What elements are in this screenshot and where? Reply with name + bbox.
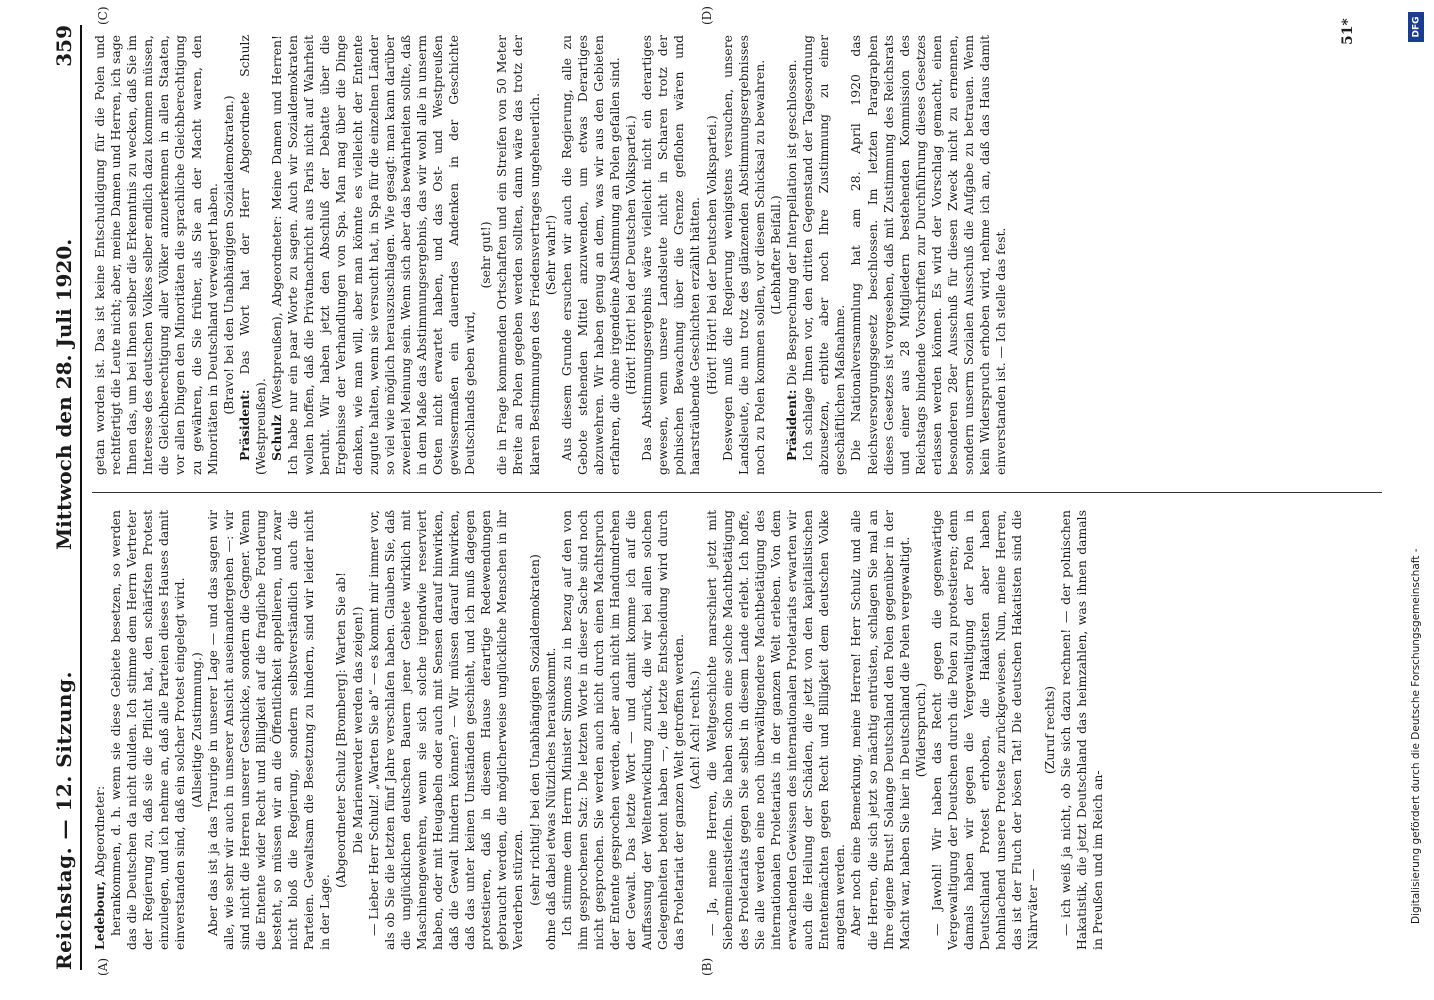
paragraph: herankommen, d. h. wenn sie diese Gebiete besetzen, so werden das die Deutschen da nicht dulden. Ich stimme dem Herrn Vertreter der Regierung zu, daß sie die Pflicht hat, den schärfsten Protest einzulegen, und ich nehme an, daß alle Parteien dieses Hauses damit einverstanden sind, daß ein solcher Protest eingelegt wird. [108, 510, 188, 950]
interjection: (Bravo! bei den Unabhängigen Sozialdemokraten.) [220, 95, 236, 415]
digitization-strip [1404, 6, 1428, 994]
speaker-name: Präsident: [784, 389, 800, 461]
speech-text: Die Besprechung der Interpellation ist geschlossen. [784, 59, 800, 386]
column-divider [92, 492, 1382, 493]
president-statement [237, 35, 269, 475]
dfg-logo: DFG [1408, 12, 1424, 42]
interjection: (Hört! Hört! bei der Deutschen Volkspartei.) [703, 115, 719, 395]
interjection: (Ach! Ach! rechts.) [687, 670, 703, 790]
speaker-name: Präsident: [236, 389, 252, 461]
paragraph: — Jawohl! Wir haben das Recht gegen die gegenwärtige Vergewaltigung der Deutschen durch die Polen zu protestieren; denn damals haben wir gegen die Vergewaltigung der Polen in Deutschland Protest erhoben, die Hakatisten aber haben hohnlachend unsere Proteste zurückgewiesen. Nun, meine Herren, das ist der Fluch der bösen Tat! Die deutschen Hakatisten sind die Nährväter — [928, 510, 1041, 950]
paragraph: Ich schlage Ihnen vor, den dritten Gegenstand der Tagesordnung abzusetzen, erbitte aber noch Ihre Zustimmung zu einer geschäftlichen Maßnahme. [800, 35, 848, 475]
interjection: (Lebhafter Beifall.) [767, 195, 783, 315]
president-statement [784, 35, 800, 475]
paragraph: — ich weiß ja nicht, ob Sie sich dazu rechnen! — der polnischen Hakatistik, die jetzt Deutschland das heimzahlen, was ihnen damals in Preußen und im Reich an- [1057, 510, 1105, 950]
paragraph: ohne daß dabei etwas Nützliches herauskommt. [542, 647, 558, 950]
paragraph: Ich stimme dem Herrn Minister Simons zu in bezug auf den von ihm gesprochenen Satz: Die letzten Worte in dieser Sache sind noch nicht gesprochen. Sie werden auch nicht durch einen Machtspruch der Entente gesprochen werden, aber auch nicht im Handumdrehen der Gewalt. Das letzte Wort — und damit komme ich auf die Auffassung der Weltentwicklung zurück, die wir bei allen solchen Gelegenheiten betont haben —, die letzte Entscheidung wird durch das Proletariat der ganzen Welt getroffen werden. [558, 510, 687, 950]
margin-mark-c: (C) [96, 6, 110, 25]
speaker-name: Ledebour, [92, 880, 107, 950]
paragraph: — Lieber Herr Schulz! „Warten Sie ab“ — es kommt mir immer vor, als ob Sie die letzten fünf Jahre verschlafen haben. Glauben Sie, daß die unglücklichen deutschen Bauern jener Gebiete wirklich mit Maschinengewehren, wenn sie sich solche irgendwie reserviert haben, oder mit Heugabeln oder auch mit Sensen darauf hinwirken, daß die Gewalt hindern können? — Wir müssen darauf hinwirken, daß das unter keinen Umständen geschieht, und ich muß dagegen protestieren, daß in diesem Hause derartige Redewendungen gebraucht werden, die möglicherweise unglückliche Menschen in ihr Verderben stürzen. [365, 510, 526, 950]
digitization-note: Digitalisierung gefördert durch die Deutsche Forschungsgemeinschaft - [1410, 548, 1422, 924]
paragraph: Aus diesem Grunde ersuchen wir auch die Regierung, alle zu Gebote stehenden Mittel anzuwenden, um etwas Derartiges abzuwehren. Wir haben genug an dem, was wir aus den Gebieten erfahren, die ohne irgendeine Abstimmung an Polen gefallen sind. [558, 35, 622, 475]
interjection: (Abgeordneter Schulz [Bromberg]: Warten Sie ab! [333, 572, 349, 888]
paragraph: die in Frage kommenden Ortschaften und ein Streifen von 50 Meter Breite an Polen gegeben werden sollten, dann wäre das trotz der klaren Bestimmungen des Friedensvertrages ungeheuerlich. [494, 35, 542, 475]
header-date: Mittwoch den 28. Juli 1920. [52, 238, 76, 550]
margin-mark-a: (A) [96, 957, 110, 976]
paragraph: Die Nationalversammlung hat am 28. April 1920 das Reichsversorgungsgesetz beschlossen. Im letzten Paragraphen dieses Gesetzes ist vorgesehen, daß mit Zustimmung des Reichsrats und einer aus 28 Mitgliedern bestehenden Kommission des Reichstags bindende Vorschriften zur Durchführung dieses Gesetzes erlassen werden können. Es wird der Vorschlag gemacht, einen besonderen 28er Ausschuß für diesen Zweck nicht zu ernennen, sondern unserm Sozialen Ausschuß die Aufgabe zu betrauen. Wenn kein Widerspruch erhoben wird, nehme ich an, daß das Haus damit einverstanden ist. — Ich stelle das fest. [848, 35, 1009, 475]
paragraph: getan worden ist. Das ist keine Entschuldigung für die Polen und rechtfertigt die Leute nicht; aber, meine Damen und Herren, ich sage Ihnen das, um bei Ihnen selber die Erkenntnis zu wecken, daß Sie im Interesse des deutschen Volkes selber endlich dazu kommen müssen, die Gleichberechtigung aller Völker anzuerkennen in allen Staaten, vor allen Dingen den Minoritäten die sprachliche Gleichberechtigung zu gewähren, die Sie früher, als Sie an der Macht waren, den Minoritäten in Deutschland verweigert haben. [92, 35, 220, 475]
margin-mark-d: (D) [700, 6, 714, 25]
paragraph: Aber noch eine Bemerkung, meine Herren! Herr Schulz und alle die Herren, die sich jetzt so mächtig entrüsten, schlagen Sie mal an Ihre eigene Brust! Solange Deutschland den Polen gegenüber in der Macht war, haben Sie hier in Deutschland die Polen vergewaltigt. [848, 510, 912, 950]
speaker-name: Schulz [269, 414, 285, 461]
speech [269, 35, 478, 475]
interjection: (Widerspruch.) [912, 682, 928, 778]
interjection: (sehr richtig! bei den Unabhängigen Sozialdemokraten) [526, 554, 542, 906]
header-left: Reichstag. — 12. Sitzung. [52, 671, 76, 970]
interjection: (Hört! Hört! bei der Deutschen Volkspartei.) [623, 115, 639, 395]
paragraph: Das Abstimmungsergebnis wäre vielleicht nicht ein derartiges gewesen, wenn unsere Landsleute nicht in Scharen trotz der polnischen Bewachung über die Grenze geflohen wären und haarsträubende Geschichten erzählt hätten. [639, 35, 703, 475]
speech-text: Das Wort hat der Herr Abgeordnete Schulz (Westpreußen). [236, 35, 268, 475]
margin-mark-b: (B) [700, 957, 714, 976]
sheet-number: 51* [1340, 18, 1356, 45]
speaker-role: Abgeordneter: [92, 785, 107, 878]
interjection: (Sehr wahr!) [542, 214, 558, 296]
page-header [50, 25, 82, 970]
speaker-line [92, 510, 108, 950]
left-column [92, 510, 1382, 950]
right-column [92, 35, 1382, 475]
paragraph: Aber das ist ja das Traurige in unserer Lage — und das sagen wir alle, wie sehr wir auch in unserer Ansicht auseinandergehen —: wir sind nicht die Herren unserer Geschicke, sondern die Gegner. Wenn die Entente wider Recht und Billigkeit auf die fragliche Forderung besteht, so müssen wir an die Öffentlichkeit appellieren, und zwar nicht bloß die Regierung, sondern selbstverständlich auch die Parteien. Gewaltsam die Besetzung zu hindern, sind wir leider nicht in der Lage. [204, 510, 333, 950]
paragraph: Deswegen muß die Regierung wenigstens versuchen, unsere Landsleute, die nun trotz des glänzenden Abstimmungsergebnisses noch zu Polen kommen sollen, vor diesem Schicksal zu bewahren. [719, 35, 767, 475]
interjection: Die Marienwerder werden das zeigen!) [349, 606, 365, 854]
interjection: (sehr gut!) [478, 221, 494, 289]
speech-text: (Westpreußen), Abgeordneter: Meine Damen und Herren! Ich habe nur ein paar Worte zu sagen. Auch wir Sozialdemokraten wollen hoffen, daß die Privatnachricht aus Paris nicht auf Wahrheit beruht. Wir haben jetzt den Abschluß der Debatte über die Ergebnisse der Verhandlungen von Spa. Man mag über die Dinge denken, wie man will, aber man könnte es vielleicht der Entente zugute halten, wenn sie versucht hat, in Spa für die einzelnen Länder so viel wie möglich herauszuschlagen. Wie gesagt: man kann darüber zweierlei Meinung sein. Wenn sich aber das bewahrheiten sollte, daß in dem Maße das Abstimmungsergebnis, das wir wohl alle in unserm Osten nicht erwartet haben, und das Ost- und Westpreußen gewissermaßen ein dauerndes Andenken in der Geschichte Deutschlands geben wird, [269, 35, 478, 475]
paragraph: — Ja, meine Herren, die Weltgeschichte marschiert jetzt mit Siebenmeilenstiefeln. Sie haben schon eine solche Machtbetätigung des Proletariats gegen Sie selbst in diesem Lande erlebt. Ich hoffe, Sie alle werden eine noch überwältigendere Machtbetätigung des internationalen Proletariats in der ganzen Welt erleben. Von dem erwachenden Gewissen des internationalen Proletariats erwarten wir auch die Heilung der Schäden, die jetzt von den kapitalistischen Ententemächten gegen Recht und Billigkeit dem deutschen Volke angetan werden. [703, 510, 848, 950]
page-number: 359 [52, 25, 76, 67]
interjection: (Allseitige Zustimmung.) [188, 652, 204, 808]
interjection: (Zuruf rechts) [1041, 685, 1057, 775]
